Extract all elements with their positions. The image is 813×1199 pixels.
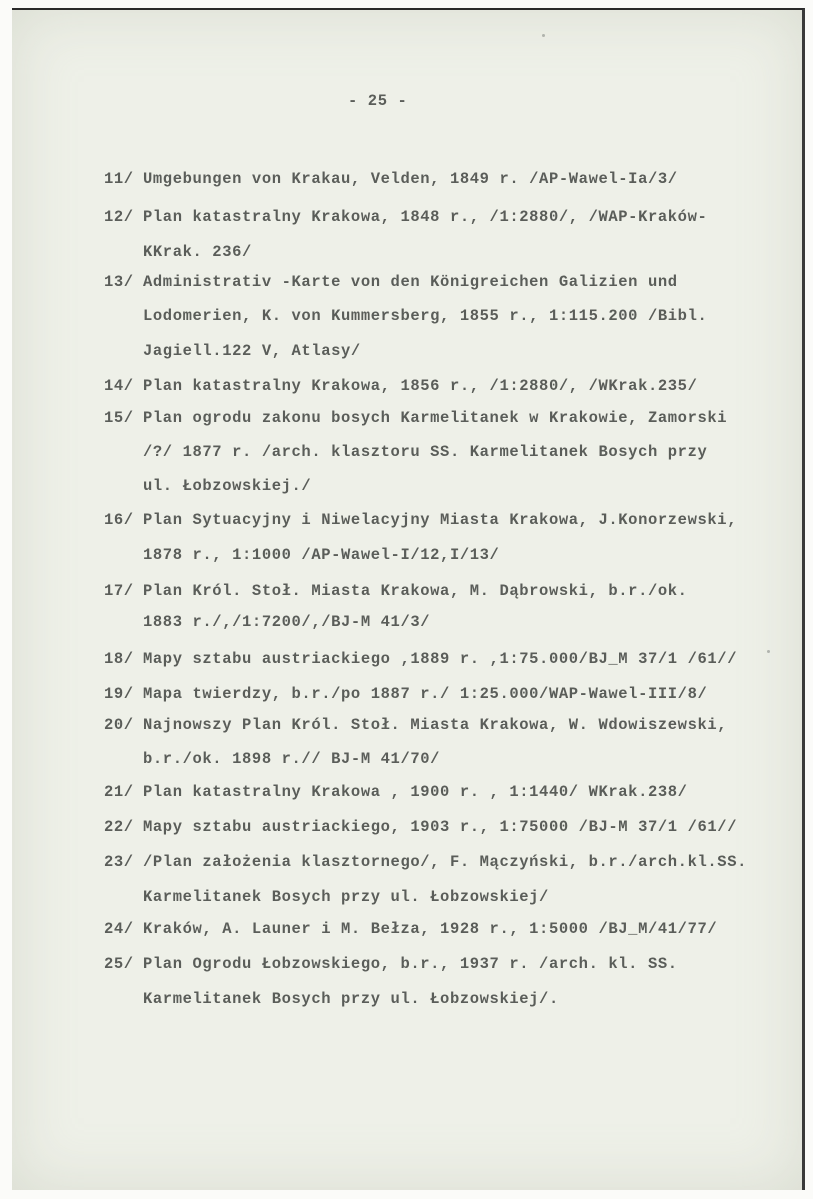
- entry-text-continuation: KKrak. 236/: [143, 243, 252, 261]
- paper-speck: [542, 34, 545, 37]
- entry-text: Plan ogrodu zakonu bosych Karmelitanek w Krakowie, Zamorski: [143, 409, 728, 427]
- entry-number: 25/: [104, 955, 134, 973]
- entry-number: 13/: [104, 273, 134, 291]
- entry-text-continuation: b.r./ok. 1898 r.// BJ-M 41/70/: [143, 750, 441, 768]
- entry-text-continuation: Karmelitanek Bosych przy ul. Łobzowskiej/: [143, 888, 549, 906]
- entry-number: 16/: [104, 511, 134, 529]
- entry-text: Najnowszy Plan Król. Stoł. Miasta Krakowa, W. Wdowiszewski,: [143, 716, 728, 734]
- entry-text: Administrativ -Karte von den Königreichen Galizien und: [143, 273, 678, 291]
- entry-text: Umgebungen von Krakau, Velden, 1849 r. /AP-Wawel-Ia/3/: [143, 170, 678, 188]
- entry-text: Mapa twierdzy, b.r./po 1887 r./ 1:25.000/WAP-Wawel-III/8/: [143, 685, 708, 703]
- entry-number: 11/: [104, 170, 134, 188]
- entry-text-continuation: 1883 r./,/1:7200/,/BJ-M 41/3/: [143, 613, 431, 631]
- entry-number: 14/: [104, 377, 134, 395]
- entry-number: 22/: [104, 818, 134, 836]
- entry-text: Plan Sytuacyjny i Niwelacyjny Miasta Krakowa, J.Konorzewski,: [143, 511, 738, 529]
- entry-number: 21/: [104, 783, 134, 801]
- entry-text-continuation: Karmelitanek Bosych przy ul. Łobzowskiej/.: [143, 990, 559, 1008]
- entry-text: Plan Ogrodu Łobzowskiego, b.r., 1937 r. /arch. kl. SS.: [143, 955, 678, 973]
- entry-text-continuation: Jagiell.122 V, Atlasy/: [143, 342, 361, 360]
- entry-number: 24/: [104, 920, 134, 938]
- entry-text: Kraków, A. Launer i M. Bełza, 1928 r., 1:5000 /BJ_M/41/77/: [143, 920, 718, 938]
- entry-text-continuation: ul. Łobzowskiej./: [143, 477, 312, 495]
- entry-number: 17/: [104, 582, 134, 600]
- entry-number: 18/: [104, 650, 134, 668]
- entry-text: Plan katastralny Krakowa , 1900 r. , 1:1440/ WKrak.238/: [143, 783, 688, 801]
- entry-text: Plan Król. Stoł. Miasta Krakowa, M. Dąbrowski, b.r./ok.: [143, 582, 688, 600]
- paper-speck: [767, 650, 770, 653]
- page-number: - 25 -: [348, 92, 408, 110]
- entry-text: Plan katastralny Krakowa, 1856 r., /1:2880/, /WKrak.235/: [143, 377, 698, 395]
- entry-text: /Plan założenia klasztornego/, F. Mączyński, b.r./arch.kl.SS.: [143, 853, 747, 871]
- entry-number: 12/: [104, 208, 134, 226]
- entry-number: 20/: [104, 716, 134, 734]
- entry-number: 19/: [104, 685, 134, 703]
- entry-text: Mapy sztabu austriackiego ,1889 r. ,1:75.000/BJ_M 37/1 /61//: [143, 650, 738, 668]
- entry-number: 15/: [104, 409, 134, 427]
- entry-text-continuation: Lodomerien, K. von Kummersberg, 1855 r., 1:115.200 /Bibl.: [143, 307, 708, 325]
- entry-text-continuation: /?/ 1877 r. /arch. klasztoru SS. Karmelitanek Bosych przy: [143, 443, 708, 461]
- entry-text: Plan katastralny Krakowa, 1848 r., /1:2880/, /WAP-Kraków-: [143, 208, 708, 226]
- entry-text-continuation: 1878 r., 1:1000 /AP-Wawel-I/12,I/13/: [143, 546, 500, 564]
- entry-number: 23/: [104, 853, 134, 871]
- entry-text: Mapy sztabu austriackiego, 1903 r., 1:75000 /BJ-M 37/1 /61//: [143, 818, 738, 836]
